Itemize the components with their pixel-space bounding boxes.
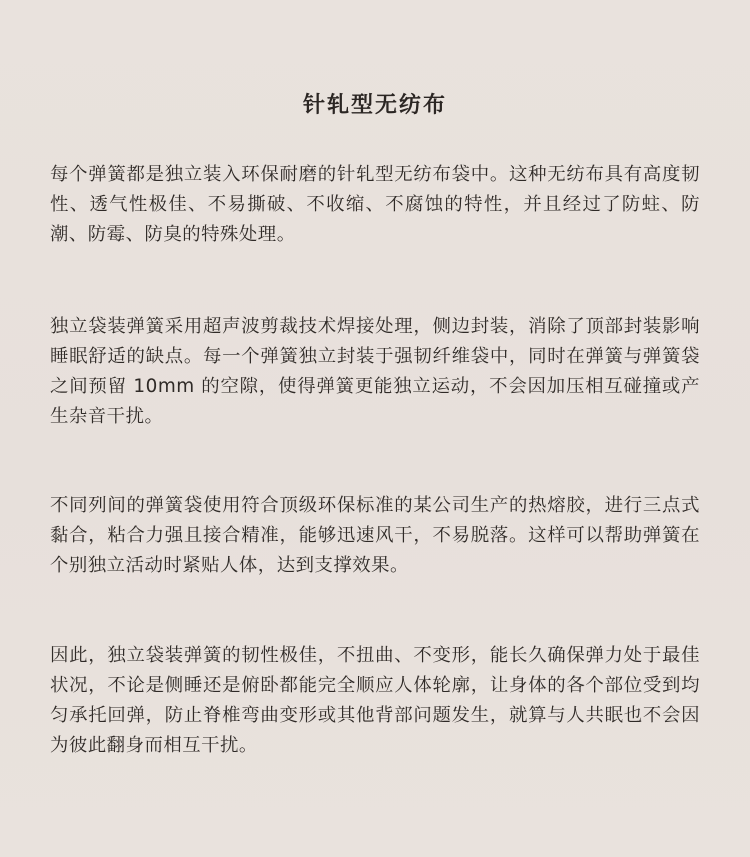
paragraph-material: 每个弹簧都是独立装入环保耐磨的针轧型无纺布袋中。这种无纺布具有高度韧性、透气性极佳、不易撕破、不收缩、不腐蚀的特性，并且经过了防蛀、防潮、防霉、防臭的特殊处理。: [50, 164, 700, 245]
paragraph-ultrasonic-sealing: 独立袋装弹簧采用超声波剪裁技术焊接处理，侧边封装，消除了顶部封装影响睡眠舒适的缺点。每一个弹簧独立封装于强韧纤维袋中，同时在弹簧与弹簧袋之间预留 10mm 的空隙，使得弹簧更能独立运动，不会因加压相互碰撞或产生杂音干扰。: [50, 316, 700, 427]
paragraph-support-benefit: 因此，独立袋装弹簧的韧性极佳，不扭曲、不变形，能长久确保弹力处于最佳状况，不论是侧睡还是俯卧都能完全顺应人体轮廓，让身体的各个部位受到均匀承托回弹，防止脊椎弯曲变形或其他背部问题发生，就算与人共眠也不会因为彼此翻身而相互干扰。: [50, 645, 700, 756]
page-title: 针轧型无纺布: [302, 92, 447, 118]
paragraph-hot-melt-adhesive: 不同列间的弹簧袋使用符合顶级环保标准的某公司生产的热熔胶，进行三点式黏合，粘合力强且接合精准，能够迅速风干，不易脱落。这样可以帮助弹簧在个别独立活动时紧贴人体，达到支撑效果。: [50, 495, 700, 576]
